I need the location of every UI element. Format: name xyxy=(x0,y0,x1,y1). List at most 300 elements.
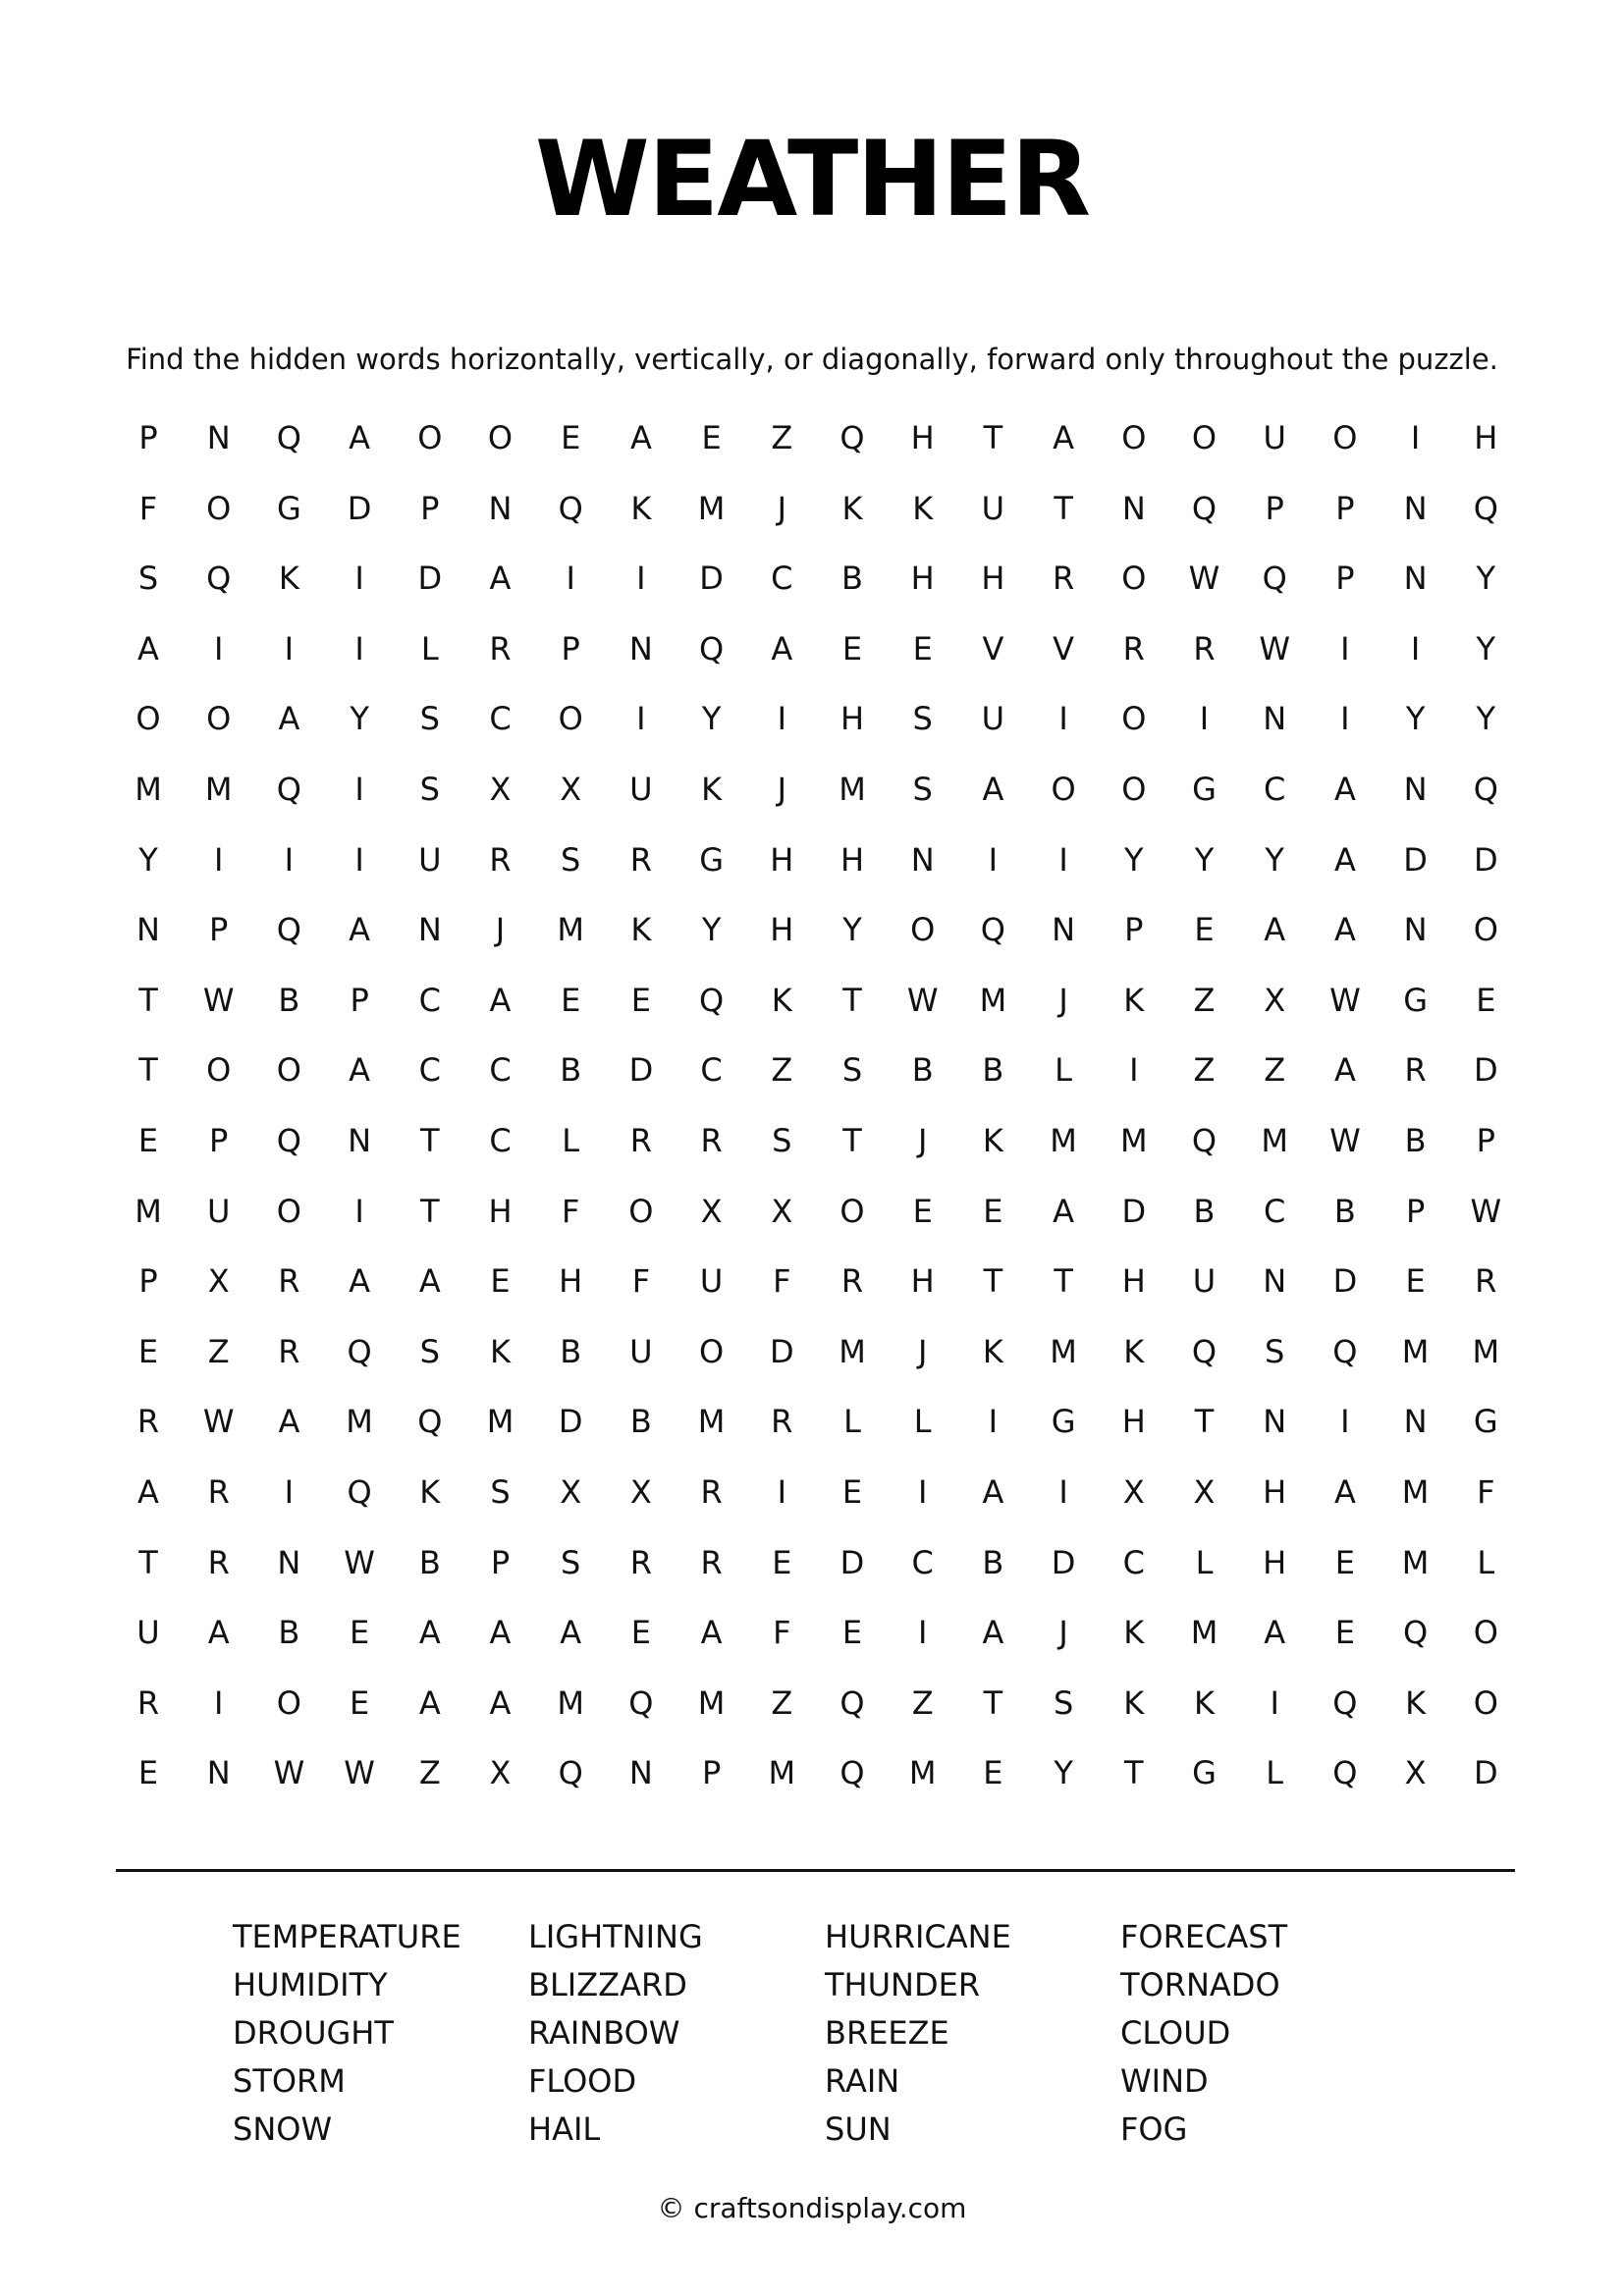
grid-letter: K xyxy=(1123,1683,1145,1722)
grid-letter: R xyxy=(1193,629,1216,667)
grid-letter: I xyxy=(1340,629,1350,667)
grid-letter: N xyxy=(1121,489,1146,527)
grid-letter: P xyxy=(701,1754,722,1792)
grid-letter: K xyxy=(1123,1332,1145,1370)
grid-letter: E xyxy=(349,1614,370,1652)
grid-letter: X xyxy=(1193,1473,1216,1511)
grid-letter: Q xyxy=(558,489,583,527)
grid-letter: A xyxy=(1333,1473,1356,1511)
grid-letter: M xyxy=(346,1403,373,1441)
grid-letter: Q xyxy=(839,1683,865,1722)
grid-letter: E xyxy=(912,629,933,667)
grid-letter: T xyxy=(842,981,862,1019)
grid-letter: O xyxy=(206,1051,232,1090)
grid-letter: J xyxy=(777,489,787,527)
grid-letter: N xyxy=(277,1543,301,1581)
grid-letter: A xyxy=(982,1614,1004,1652)
grid-letter: T xyxy=(138,1543,158,1581)
page-title: WEATHER xyxy=(534,119,1090,240)
grid-letter: U xyxy=(1192,1262,1217,1301)
grid-letter: M xyxy=(135,771,162,808)
grid-letter: R xyxy=(207,1473,230,1511)
grid-letter: Y xyxy=(138,840,158,879)
grid-letter: Z xyxy=(1264,1051,1286,1090)
grid-letter: A xyxy=(1264,911,1286,949)
grid-letter: V xyxy=(982,629,1004,667)
grid-letter: E xyxy=(983,1754,1003,1792)
grid-letter: B xyxy=(278,1614,300,1652)
word-list-item: FORECAST xyxy=(1120,1918,1288,1955)
grid-letter: M xyxy=(557,911,584,949)
grid-letter: E xyxy=(772,1543,792,1581)
word-list-item: BLIZZARD xyxy=(528,1966,687,2003)
grid-letter: A xyxy=(207,1614,230,1652)
grid-letter: U xyxy=(629,1332,653,1370)
grid-letter: E xyxy=(841,1473,863,1511)
grid-letter: C xyxy=(700,1051,723,1090)
grid-letter: I xyxy=(1340,1403,1350,1441)
grid-letter: E xyxy=(137,1754,159,1792)
grid-letter: K xyxy=(630,911,652,949)
grid-letter: K xyxy=(982,1332,1003,1370)
grid-letter: Q xyxy=(276,771,301,808)
grid-letter: I xyxy=(354,771,364,808)
grid-letter: R xyxy=(629,1122,652,1159)
grid-letter: O xyxy=(839,1192,865,1230)
grid-letter: K xyxy=(1405,1683,1427,1722)
grid-letter: Y xyxy=(350,700,369,738)
grid-letter: P xyxy=(1124,911,1144,949)
grid-letter: B xyxy=(1193,1192,1216,1230)
grid-letter: T xyxy=(1054,489,1073,527)
grid-letter: J xyxy=(1058,981,1068,1019)
grid-letter: O xyxy=(276,1683,301,1722)
grid-letter: R xyxy=(700,1473,723,1511)
grid-letter: A xyxy=(982,1473,1004,1511)
grid-letter: A xyxy=(700,1614,723,1652)
grid-letter: B xyxy=(982,1543,1004,1581)
grid-letter: X xyxy=(1122,1473,1145,1511)
grid-letter: A xyxy=(1333,911,1356,949)
grid-letter: M xyxy=(1119,1122,1148,1159)
grid-letter: I xyxy=(354,629,364,667)
grid-letter: Y xyxy=(842,911,862,949)
grid-letter: G xyxy=(1192,1754,1217,1792)
grid-letter: K xyxy=(982,1122,1003,1159)
grid-letter: B xyxy=(560,1332,582,1370)
grid-letter: H xyxy=(1121,1403,1146,1441)
grid-letter: K xyxy=(771,981,792,1019)
grid-letter: E xyxy=(1334,1543,1355,1581)
grid-letter: G xyxy=(1192,771,1217,808)
grid-letter: P xyxy=(1405,1192,1426,1230)
grid-letter: O xyxy=(1473,1614,1498,1652)
grid-letter: M xyxy=(204,771,233,808)
grid-letter: H xyxy=(839,840,865,879)
grid-letter: R xyxy=(629,1543,652,1581)
grid-letter: H xyxy=(910,560,935,598)
grid-letter: Z xyxy=(771,1051,793,1090)
grid-letter: O xyxy=(1121,771,1147,808)
grid-letter: L xyxy=(562,1122,580,1159)
grid-letter: U xyxy=(629,771,653,808)
grid-letter: A xyxy=(560,1614,582,1652)
grid-letter: O xyxy=(135,700,161,738)
grid-letter: E xyxy=(561,419,581,456)
grid-letter: X xyxy=(1404,1754,1427,1792)
grid-letter: J xyxy=(1058,1614,1068,1652)
grid-letter: X xyxy=(1264,981,1286,1019)
word-list-item: RAINBOW xyxy=(528,2014,680,2052)
grid-letter: U xyxy=(981,489,1005,527)
grid-letter: P xyxy=(1335,489,1355,527)
grid-letter: I xyxy=(1410,419,1421,456)
grid-letter: F xyxy=(1477,1473,1495,1511)
grid-letter: D xyxy=(628,1051,654,1090)
grid-letter: P xyxy=(209,1122,229,1159)
grid-letter: G xyxy=(1051,1403,1076,1441)
grid-letter: M xyxy=(908,1754,937,1792)
grid-letter: C xyxy=(489,1051,512,1090)
grid-letter: B xyxy=(560,1051,582,1090)
grid-letter: I xyxy=(354,840,364,879)
grid-letter: C xyxy=(489,1122,512,1159)
grid-letter: B xyxy=(841,560,863,598)
word-list-item: FOG xyxy=(1120,2110,1188,2148)
grid-letter: C xyxy=(418,1051,441,1090)
grid-letter: W xyxy=(1329,1122,1361,1159)
grid-letter: M xyxy=(1050,1332,1077,1370)
grid-letter: O xyxy=(1051,771,1076,808)
grid-letter: O xyxy=(417,419,443,456)
grid-letter: D xyxy=(769,1332,794,1370)
grid-letter: T xyxy=(842,1122,862,1159)
grid-letter: P xyxy=(350,981,369,1019)
grid-letter: G xyxy=(1403,981,1428,1019)
grid-letter: E xyxy=(137,1122,159,1159)
grid-letter: I xyxy=(354,560,364,598)
grid-letter: N xyxy=(628,1754,653,1792)
grid-letter: I xyxy=(777,700,787,738)
grid-letter: G xyxy=(699,840,724,879)
grid-letter: P xyxy=(490,1543,511,1581)
grid-letter: R xyxy=(1122,629,1145,667)
grid-letter: I xyxy=(1058,840,1068,879)
grid-letter: G xyxy=(1473,1403,1498,1441)
grid-letter: A xyxy=(349,419,371,456)
grid-letter: I xyxy=(213,840,224,879)
grid-letter: A xyxy=(1053,1192,1075,1230)
grid-letter: K xyxy=(1194,1683,1215,1722)
grid-letter: O xyxy=(1473,911,1498,949)
grid-letter: Z xyxy=(1193,981,1216,1019)
grid-letter: A xyxy=(1333,771,1356,808)
grid-letter: A xyxy=(1053,419,1075,456)
grid-letter: Q xyxy=(276,1122,301,1159)
grid-letter: T xyxy=(983,1683,1003,1722)
word-list-item: BREEZE xyxy=(825,2014,949,2052)
grid-letter: B xyxy=(278,981,300,1019)
grid-letter: W xyxy=(202,1403,235,1441)
grid-letter: U xyxy=(206,1192,231,1230)
grid-letter: D xyxy=(1473,840,1498,879)
grid-letter: T xyxy=(420,1192,440,1230)
grid-letter: H xyxy=(1263,1543,1287,1581)
grid-letter: D xyxy=(1051,1543,1076,1581)
grid-letter: I xyxy=(1058,1473,1068,1511)
grid-letter: E xyxy=(137,1332,159,1370)
grid-letter: Y xyxy=(1476,560,1496,598)
grid-letter: B xyxy=(1333,1192,1356,1230)
grid-letter: I xyxy=(636,700,646,738)
grid-letter: N xyxy=(1403,911,1428,949)
grid-letter: B xyxy=(418,1543,441,1581)
grid-letter: F xyxy=(773,1614,791,1652)
grid-letter: P xyxy=(138,1262,158,1301)
grid-letter: Q xyxy=(1403,1614,1429,1652)
word-list-item: TORNADO xyxy=(1120,1966,1280,2003)
grid-letter: M xyxy=(697,1683,726,1722)
grid-letter: R xyxy=(136,1683,160,1722)
grid-letter: M xyxy=(839,1332,866,1370)
grid-letter: Q xyxy=(206,560,232,598)
grid-letter: E xyxy=(349,1683,370,1722)
grid-letter: Y xyxy=(1476,700,1496,738)
grid-letter: R xyxy=(840,1262,864,1301)
grid-letter: X xyxy=(207,1262,230,1301)
grid-letter: K xyxy=(701,771,723,808)
grid-letter: M xyxy=(1050,1122,1077,1159)
grid-letter: I xyxy=(917,1473,928,1511)
grid-letter: E xyxy=(912,1192,933,1230)
grid-letter: F xyxy=(631,1262,651,1301)
grid-letter: R xyxy=(629,840,652,879)
grid-letter: A xyxy=(418,1683,441,1722)
grid-letter: Y xyxy=(1476,629,1496,667)
grid-letter: Q xyxy=(276,911,301,949)
grid-letter: P xyxy=(561,629,580,667)
grid-letter: O xyxy=(206,489,232,527)
grid-letter: Q xyxy=(1262,560,1287,598)
word-list-item: WIND xyxy=(1120,2062,1209,2100)
grid-letter: Z xyxy=(771,1683,793,1722)
grid-letter: J xyxy=(495,911,506,949)
grid-letter: Q xyxy=(839,1754,865,1792)
grid-letter: I xyxy=(1340,700,1350,738)
instructions: Find the hidden words horizontally, vertically, or diagonally, forward only throughout the puzzle. xyxy=(126,343,1498,376)
grid-letter: I xyxy=(284,1473,295,1511)
grid-letter: L xyxy=(1266,1754,1284,1792)
grid-letter: J xyxy=(917,1332,928,1370)
grid-letter: K xyxy=(630,489,652,527)
grid-letter: Z xyxy=(207,1332,230,1370)
divider xyxy=(116,1869,1515,1872)
grid-letter: E xyxy=(841,1614,863,1652)
grid-letter: M xyxy=(979,981,1007,1019)
grid-letter: I xyxy=(988,1403,999,1441)
grid-letter: W xyxy=(1188,560,1220,598)
grid-letter: Y xyxy=(701,700,722,738)
grid-letter: D xyxy=(1473,1754,1498,1792)
grid-letter: A xyxy=(418,1614,441,1652)
grid-letter: R xyxy=(700,1122,723,1159)
grid-letter: S xyxy=(561,840,581,879)
grid-letter: K xyxy=(419,1473,441,1511)
grid-letter: M xyxy=(135,1192,162,1230)
grid-letter: A xyxy=(278,1403,300,1441)
grid-letter: N xyxy=(1052,911,1076,949)
grid-letter: M xyxy=(768,1754,796,1792)
grid-letter: Q xyxy=(1473,489,1498,527)
grid-letter: P xyxy=(138,419,158,456)
grid-letter: H xyxy=(1263,1473,1287,1511)
grid-letter: M xyxy=(1190,1614,1218,1652)
grid-letter: F xyxy=(773,1262,791,1301)
grid-letter: O xyxy=(206,700,232,738)
grid-letter: I xyxy=(1199,700,1210,738)
grid-letter: S xyxy=(419,771,440,808)
grid-letter: H xyxy=(1474,419,1498,456)
grid-letter: D xyxy=(347,489,372,527)
grid-letter: K xyxy=(490,1332,511,1370)
grid-letter: X xyxy=(489,771,512,808)
grid-letter: H xyxy=(981,560,1005,598)
grid-letter: N xyxy=(417,911,442,949)
word-list-item: CLOUD xyxy=(1120,2014,1231,2052)
grid-letter: E xyxy=(630,981,651,1019)
grid-letter: N xyxy=(488,489,513,527)
grid-letter: Z xyxy=(771,419,793,456)
grid-letter: R xyxy=(771,1403,793,1441)
grid-letter: Q xyxy=(558,1754,583,1792)
grid-letter: B xyxy=(982,1051,1004,1090)
grid-letter: H xyxy=(559,1262,583,1301)
grid-letter: Q xyxy=(276,419,301,456)
grid-letter: I xyxy=(1129,1051,1139,1090)
word-list-item: STORM xyxy=(233,2062,346,2100)
grid-letter: O xyxy=(1121,419,1147,456)
grid-letter: E xyxy=(1405,1262,1426,1301)
grid-letter: P xyxy=(1476,1122,1495,1159)
word-list-item: SUN xyxy=(825,2110,892,2148)
grid-letter: N xyxy=(206,419,231,456)
grid-letter: O xyxy=(1191,419,1218,456)
grid-letter: N xyxy=(1403,489,1428,527)
grid-letter: Q xyxy=(980,911,1005,949)
grid-letter: Q xyxy=(347,1473,372,1511)
grid-letter: O xyxy=(910,911,936,949)
grid-letter: C xyxy=(489,700,512,738)
grid-letter: T xyxy=(1194,1403,1215,1441)
word-list-item: HAIL xyxy=(528,2110,601,2148)
grid-letter: K xyxy=(1123,1614,1145,1652)
grid-letter: R xyxy=(278,1332,300,1370)
grid-letter: T xyxy=(138,1051,158,1090)
grid-letter: S xyxy=(1053,1683,1074,1722)
grid-letter: E xyxy=(1476,981,1496,1019)
grid-letter: S xyxy=(912,771,933,808)
grid-letter: I xyxy=(284,629,295,667)
grid-letter: W xyxy=(344,1754,375,1792)
grid-letter: P xyxy=(420,489,440,527)
grid-letter: O xyxy=(699,1332,725,1370)
grid-letter: S xyxy=(1265,1332,1285,1370)
grid-letter: S xyxy=(490,1473,511,1511)
grid-letter: U xyxy=(136,1614,160,1652)
grid-letter: W xyxy=(202,981,235,1019)
grid-letter: I xyxy=(354,1192,364,1230)
word-list-item: RAIN xyxy=(825,2062,900,2100)
grid-letter: D xyxy=(1121,1192,1147,1230)
grid-letter: S xyxy=(137,560,159,598)
grid-letter: N xyxy=(1403,771,1428,808)
grid-letter: T xyxy=(983,419,1003,456)
grid-letter: A xyxy=(982,771,1004,808)
grid-letter: I xyxy=(1058,700,1068,738)
grid-letter: R xyxy=(278,1262,300,1301)
grid-letter: C xyxy=(418,981,441,1019)
grid-letter: A xyxy=(137,1473,159,1511)
grid-letter: B xyxy=(1404,1122,1427,1159)
grid-letter: A xyxy=(771,629,793,667)
grid-letter: D xyxy=(699,560,724,598)
grid-letter: O xyxy=(487,419,514,456)
grid-letter: A xyxy=(489,1614,512,1652)
grid-letter: A xyxy=(1333,1051,1356,1090)
grid-letter: M xyxy=(1472,1332,1500,1370)
grid-letter: D xyxy=(1473,1051,1498,1090)
grid-letter: R xyxy=(1052,560,1075,598)
grid-letter: I xyxy=(636,560,646,598)
grid-letter: M xyxy=(1261,1122,1288,1159)
grid-letter: Z xyxy=(418,1754,441,1792)
grid-letter: N xyxy=(1263,700,1287,738)
grid-letter: S xyxy=(841,1051,863,1090)
grid-letter: X xyxy=(629,1473,652,1511)
grid-letter: H xyxy=(1121,1262,1146,1301)
grid-letter: K xyxy=(1123,981,1145,1019)
grid-letter: R xyxy=(700,1543,723,1581)
grid-letter: S xyxy=(912,700,933,738)
grid-letter: B xyxy=(911,1051,934,1090)
grid-letter: M xyxy=(839,771,866,808)
grid-letter: B xyxy=(629,1403,652,1441)
grid-letter: I xyxy=(988,840,999,879)
word-list-item: LIGHTNING xyxy=(528,1918,703,1955)
grid-letter: O xyxy=(558,700,583,738)
grid-letter: P xyxy=(209,911,229,949)
grid-letter: A xyxy=(1333,840,1356,879)
grid-letter: M xyxy=(557,1683,584,1722)
grid-letter: A xyxy=(489,560,512,598)
grid-letter: H xyxy=(910,419,935,456)
grid-letter: I xyxy=(213,629,224,667)
grid-letter: O xyxy=(1473,1683,1498,1722)
grid-letter: M xyxy=(1401,1332,1430,1370)
grid-letter: U xyxy=(418,840,442,879)
grid-letter: T xyxy=(1054,1262,1073,1301)
grid-letter: H xyxy=(770,840,794,879)
grid-letter: G xyxy=(276,489,301,527)
grid-letter: N xyxy=(910,840,935,879)
grid-letter: Z xyxy=(1193,1051,1216,1090)
grid-letter: Y xyxy=(1265,840,1284,879)
grid-letter: W xyxy=(273,1754,305,1792)
grid-letter: M xyxy=(1401,1543,1430,1581)
grid-letter: U xyxy=(699,1262,724,1301)
grid-letter: D xyxy=(1403,840,1428,879)
grid-letter: F xyxy=(561,1192,580,1230)
